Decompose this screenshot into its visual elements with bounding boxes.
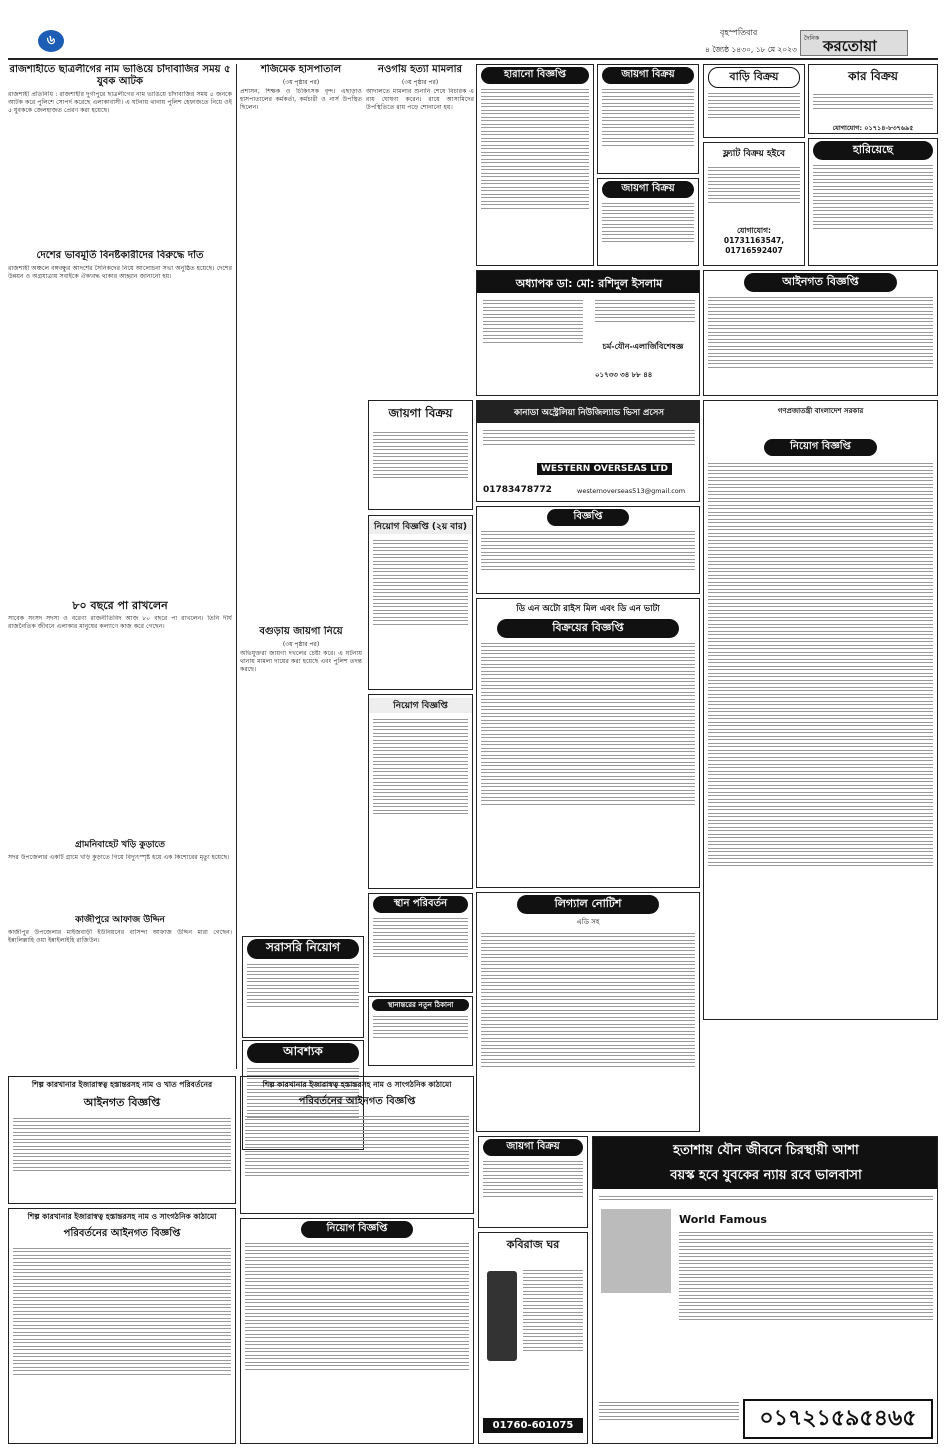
ad-hariyeche	[808, 138, 938, 266]
section5-body: কাজীপুর উপজেলার মাইজবাড়ী ইউনিয়নের বাসিন্দা আফাজ উদ্দিন মারা গেছেন। ইন্নালিল্লাহি ওয়া ইন্নাইলাইহি রাজিউন।	[8, 929, 232, 944]
section5-headline: কাজীপুরে আফাজ উদ্দিন	[75, 915, 165, 925]
ad-gov-niyog	[703, 400, 938, 1020]
ad-bikroy-title: বিক্রয়ের বিজ্ঞপ্তি	[497, 619, 679, 638]
ad-visa-banner	[477, 401, 700, 423]
col2-headline-1: শজিমেক হাসপাতাল	[260, 64, 342, 75]
ad-visa-email: westernoverseas513@gmail.com	[577, 487, 686, 495]
col2-sub-2: (৩য় পৃষ্ঠার পর)	[282, 641, 320, 648]
column-1	[8, 62, 232, 1072]
ad-kobiraj	[478, 1232, 588, 1444]
ad-doctor-title: অধ্যাপক ডা: মো: রশিদুল ইসলাম	[515, 277, 663, 290]
lead-headline: রাজশাহীতে ছাত্রলীগের নাম ভাঙিয়ে চাঁদাবাজির সময় ৫ যুবক আটক	[9, 64, 231, 87]
ad-visa	[476, 400, 700, 502]
ad-niyog-1	[368, 515, 473, 690]
ad-mill	[476, 598, 700, 888]
ad-car-contact: যোগাযোগ: ০১৭১৪-৮৩৭৬৯৫	[832, 124, 914, 132]
ad-flat-title: ফ্ল্যাট বিক্রয় হইবে	[723, 149, 785, 159]
ad-bottom-niyog	[240, 1218, 474, 1444]
page-number: ৬	[46, 33, 56, 48]
ad-health-phone-number: ০১৭২১৫৯৫৪৬৫	[759, 1406, 917, 1431]
col2-headline-2: বগুড়ায় জায়গা নিয়ে	[259, 626, 343, 637]
ad-bottom-left-2-title-b: পরিবর্তনের আইনগত বিজ্ঞপ্তি	[63, 1228, 181, 1239]
ad-jayga-2	[597, 178, 699, 266]
ad-aboshyok-title: আবশ্যক	[247, 1043, 359, 1063]
ad-bari	[703, 64, 805, 138]
ad-flat	[703, 142, 805, 266]
masthead	[0, 0, 945, 62]
ad-doctor-specialty: চর্ম-যৌন-এলার্জিবিশেষজ্ঞ	[602, 342, 684, 351]
ad-kobiraj-title: কবিরাজ ঘর	[506, 1238, 560, 1251]
ad-bottom-left-2-title-a: শিল্প কারখানার ইজারাস্বত্ব হস্তান্তরসহ নাম ও সাংগঠনিক কাঠামো	[27, 1212, 217, 1221]
paper-prefix: দৈনিক	[804, 35, 820, 42]
col2-body-2: অভিযুক্তরা জায়গা দখলের চেষ্টা করে। এ ঘটনায় থানায় মামলা দায়ের করা হয়েছে এবং পুলিশ তদন্ত করছে।	[240, 650, 362, 673]
ad-bigyapti	[476, 506, 700, 594]
ad-bottom-niyog-title: নিয়োগ বিজ্ঞপ্তি	[301, 1221, 413, 1238]
ad-gov-header: গণপ্রজাতন্ত্রী বাংলাদেশ সরকার	[777, 407, 864, 415]
masthead-day: বৃহস্পতিবার	[720, 28, 758, 37]
section4-body: সদর উপজেলার একটি গ্রামে খড়ি কুড়াতে গিয়ে বিদ্যুৎস্পৃষ্ট হয়ে এক কিশোরের মৃত্যু হয়েছে।	[8, 854, 230, 861]
ad-jayga-1	[597, 64, 699, 174]
ad-sthantor	[368, 996, 473, 1066]
ad-hano-title: হারানো বিজ্ঞপ্তি	[481, 67, 589, 84]
ad-legal-notice-title: লিগ্যাল নোটিশ	[517, 895, 659, 914]
ad-health-big	[592, 1136, 938, 1444]
ad-car	[808, 64, 938, 134]
ad-sthan-poriborton	[368, 893, 473, 993]
ad-niyog-2	[368, 694, 473, 889]
ad-health-headline-1: হতাশায় যৌন জীবনে চিরস্থায়ী আশা	[673, 1143, 859, 1158]
column-2	[240, 62, 362, 1072]
ad-gov-title: নিয়োগ বিজ্ঞপ্তি	[764, 439, 877, 456]
ad-jayga-4	[478, 1136, 588, 1228]
doctor-portrait	[601, 1209, 671, 1293]
paper-name: করতোয়া	[823, 37, 877, 55]
ad-sorasori-niyog	[242, 936, 364, 1038]
ad-mill-title: ডি এন অটো রাইস মিল এবং ডি এন ভাটা	[516, 604, 660, 614]
col2-sub-1: (৩য় পৃষ্ঠার পর)	[282, 79, 320, 86]
masthead-rule	[8, 58, 938, 60]
ad-bottom-mid-title-b: পরিবর্তনের আইনগত বিজ্ঞপ্তি	[298, 1096, 416, 1107]
ad-bottom-left-1	[8, 1076, 236, 1204]
ad-jayga-3-title: জায়গা বিক্রয়	[388, 406, 453, 420]
ad-sthantor-title: স্থানান্তরের নতুন ঠিকানা	[372, 999, 469, 1011]
ad-bottom-mid	[240, 1076, 474, 1214]
ad-health-world-famous: World Famous	[679, 1213, 767, 1226]
ad-kobiraj-phone: 01760-601075	[483, 1418, 583, 1433]
ad-legal-notice-sub: এডি সহ	[576, 918, 600, 926]
paper-logo	[800, 30, 908, 56]
section2-body: রাজশাহী অঞ্চলে বঙ্গবন্ধুর আদর্শের সৈনিকদের নিয়ে আলোচনা সভা অনুষ্ঠিত হয়েছে। দেশের উন্নয়ন ও অগ্রযাত্রায় সবাইকে ঐক্যবদ্ধ থাকার আহ্বান জানানো হয়।	[8, 265, 232, 280]
ad-bari-title: বাড়ি বিক্রয়	[708, 67, 800, 88]
ad-visa-phone: 01783478772	[483, 485, 552, 495]
ad-flat-contact: যোগাযোগ: 01731163547, 01716592407	[723, 226, 785, 255]
column-divider	[236, 64, 237, 1069]
section3-body: সাবেক সংসদ সদস্য ও বরেণ্য রাজনীতিবিদ আজ ৮০ বছরে পা রাখলেন। তিনি দীর্ঘ রাজনৈতিক জীবনে এলাকার মানুষের কল্যাণে কাজ করে গেছেন।	[8, 615, 232, 630]
ad-sthan-title: স্থান পরিবর্তন	[373, 896, 468, 913]
masthead-date: ৪ জ্যৈষ্ঠ ১৪৩০, ১৮ মে ২০২৩	[705, 45, 797, 54]
ad-jayga-2-title: জায়গা বিক্রয়	[602, 181, 694, 198]
ad-jayga-1-title: জায়গা বিক্রয়	[602, 67, 694, 84]
ad-jayga-3	[368, 400, 473, 510]
ad-niyog-1-title: নিয়োগ বিজ্ঞপ্তি (২য় বার)	[369, 519, 472, 534]
lead-body: রাজশাহী প্রতিনিধি : রাজশাহীর দুর্গাপুরে ছাত্রলীগের নাম ভাঙিয়ে চাঁদাবাজির সময় ৫ জনকে আটক করে পুলিশে সোপর্দ করেছে এলাকাবাসী। এ ঘটনায় থানায় পুলিশ হেফাজতে নিয়ে ওই ৫ যুবককে জেলহাজত প্রেরণ করা হয়েছে।	[8, 91, 232, 114]
section4-headline: গ্রামনিবাহেট খড়ি কুড়াতে	[74, 840, 166, 850]
ad-doctor-phones: ০১৭৩৩ ৩৪ ৮৮ ৪৪	[595, 371, 653, 379]
ad-health-headline-2: বয়স্ক হবে যুবকের ন্যায় রবে ভালবাসা	[670, 1168, 862, 1183]
ad-doctor	[476, 270, 700, 396]
page-number-badge	[38, 30, 64, 52]
ad-legal-notice	[476, 892, 700, 1132]
ad-bottom-left-1-title-a: শিল্প কারখানার ইজারাস্বত্ব হস্তান্তরসহ নাম ও খাত পরিবর্তনের	[31, 1080, 213, 1089]
section2-headline: দেশের ভাবমূর্তি বিনষ্টকারীদের বিরুদ্ধে দাঁত	[36, 250, 204, 261]
ad-bottom-mid-title-a: শিল্প কারখানার ইজারাস্বত্ব হস্তান্তরসহ নাম ও সাংগঠনিক কাঠামো	[262, 1080, 452, 1089]
col3-headline-1: নওগাঁয় হত্যা মামলার	[377, 64, 463, 75]
ad-legal-1-title: আইনগত বিজ্ঞপ্তি	[744, 273, 897, 292]
ad-doctor-banner	[477, 271, 700, 293]
ad-legal-1	[703, 270, 938, 396]
col3-body-1: আদালতে মামলার শুনানি শেষে বিচারক এ রায় ঘোষণা করেন। রায়ে আসামিদের উপস্থিতিতে রায় পড়ে শোনানো হয়।	[366, 88, 474, 111]
ad-car-title: কার বিক্রয়	[848, 69, 898, 83]
medicine-bottle-image	[487, 1271, 517, 1361]
ad-bigyapti-title: বিজ্ঞপ্তি	[547, 509, 629, 526]
ad-visa-title: কানাডা অস্ট্রেলিয়া নিউজিল্যান্ড ভিসা প্রসেস	[513, 408, 664, 418]
ad-health-banner	[593, 1137, 938, 1189]
ad-hano	[476, 64, 594, 266]
ad-hariyeche-title: হারিয়েছে	[813, 141, 933, 160]
col2-body-1: প্রশাসন, শিক্ষক ও চিকিৎসক বৃন্দ। এছাড়াও হাসপাতালের কর্মকর্তা, কর্মচারী ও নার্স উপস্থিত ছিলেন।	[240, 88, 362, 111]
ad-jayga-4-title: জায়গা বিক্রয়	[483, 1139, 583, 1156]
ad-niyog-2-title: নিয়োগ বিজ্ঞপ্তি	[369, 698, 472, 713]
section3-headline: ৮০ বছরে পা রাখলেন	[72, 599, 168, 612]
ad-visa-company: WESTERN OVERSEAS LTD	[537, 463, 672, 475]
ad-bottom-left-1-title-b: আইনগত বিজ্ঞপ্তি	[83, 1096, 161, 1109]
ad-bottom-left-2	[8, 1208, 236, 1444]
ad-health-phone	[743, 1399, 933, 1439]
ad-sorasori-title: সরাসরি নিয়োগ	[247, 939, 359, 959]
col3-sub-1: (৩য় পৃষ্ঠার পর)	[401, 79, 439, 86]
